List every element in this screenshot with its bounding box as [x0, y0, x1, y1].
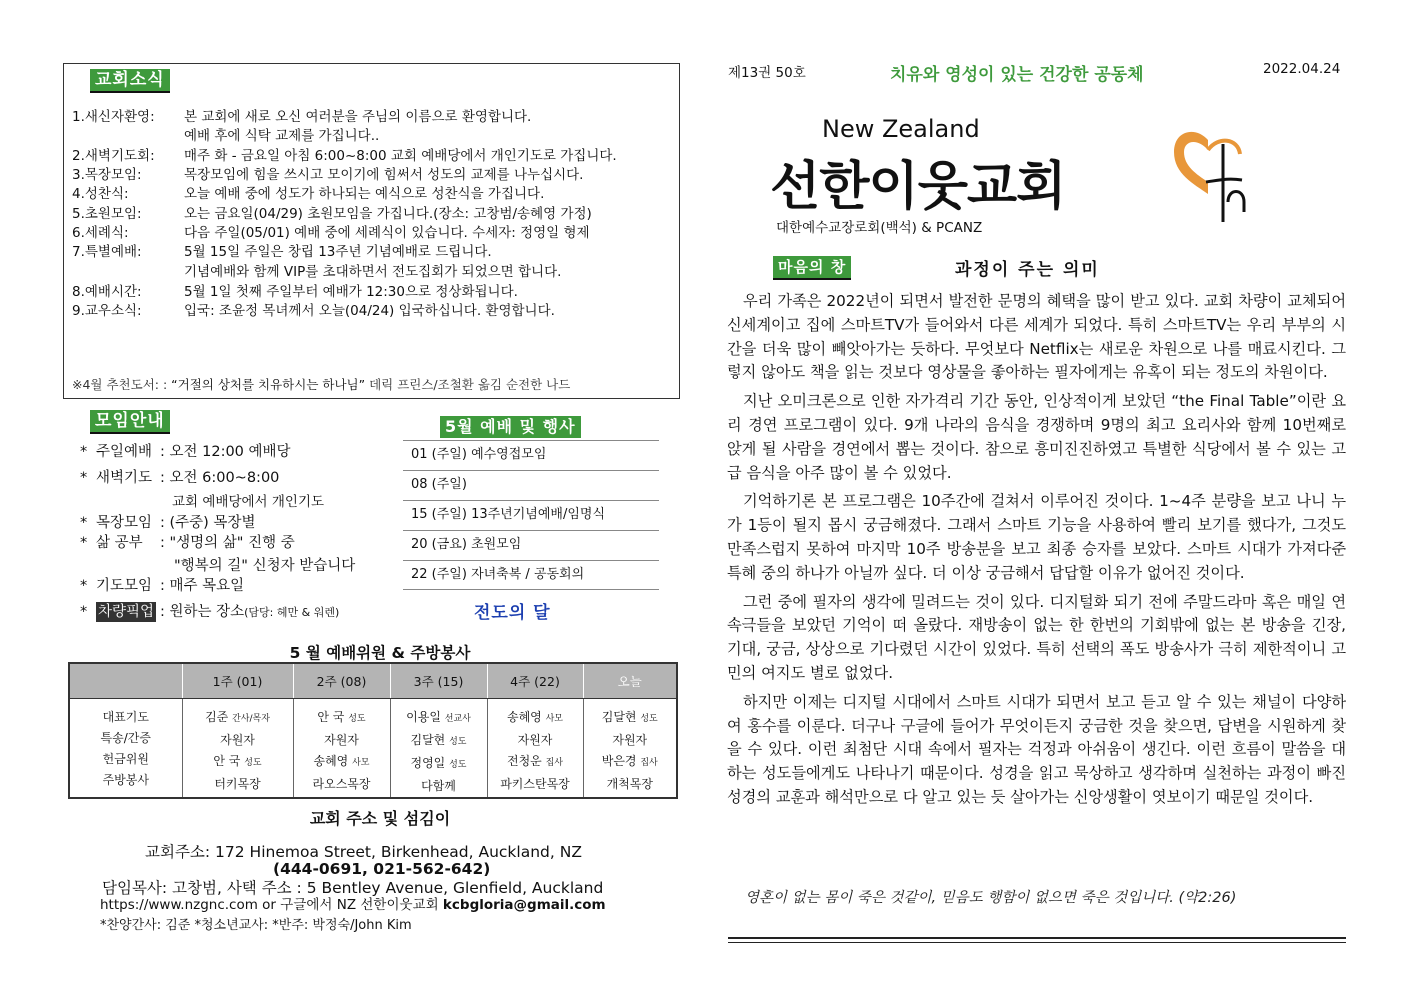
news-item-text: 5월 1일 첫째 주일부터 예배가 12:30으로 정상화됩니다. [184, 284, 518, 300]
roster-body-row [69, 698, 677, 798]
roster-entry-name: 김달현 [410, 732, 446, 747]
roster-entry-name: 자원자 [517, 732, 553, 747]
roster-entry-name: 파키스탄목장 [500, 776, 570, 791]
church-logo-icon [1168, 122, 1248, 227]
news-item-text: 예배 후에 식탁 교제를 가집니다.. [184, 128, 380, 144]
roster-header-cell: 4주 (22) [487, 663, 583, 698]
meeting-label: 삶 공부 [96, 535, 143, 551]
roster-week-cell [487, 698, 583, 798]
roster-header-cell: 3주 (15) [390, 663, 487, 698]
news-item-label: 2.새벽기도회: [72, 148, 155, 164]
column-badge: 마음의 창 [773, 256, 851, 280]
roster-entry-title: 사모 [352, 757, 370, 768]
essay-paragraph: 우리 가족은 2022년이 되면서 발전한 문명의 혜택을 많이 받고 있다. 교회 차량이 교체되어 신세계이고 집에 스마트TV가 들어와서 다른 세계가 되었다. 특히 스마트TV는 우리 부부의 시간을 더욱 많이 빼앗아가는 듯하다. 무엇보다 Netflix는 새로운 차원으로 나를 매료시킨다. 그렇지 않아도 책을 읽는 것보다 영상물을 좋아하는 필자에게는 유혹이 되는 정도의 차원이다. [727, 292, 1346, 382]
role-label: 주방봉사 [102, 772, 149, 787]
denomination: 대한예수교장로회(백석) & PCANZ [776, 220, 983, 236]
roster-entry-name: 자원자 [324, 732, 359, 747]
roster-entry-name: 안 국 [213, 753, 241, 768]
essay-paragraph: 하지만 이제는 디지털 시대에서 스마트 시대가 되면서 보고 듣고 알 수 있는 채널이 다양하여 홍수를 이룬다. 더구나 구글에 들어가 무엇이든지 궁금한 것을 찾으면, 답변을 시원하게 찾을 수 있다. 이런 최첨단 시대 속에서 필자는 걱정과 아쉬움이 생긴다. 이런 흐름이 말씀을 대하는 성도들에게도 나타나기 때문이다. 성경을 읽고 묵상하고 생각하며 실천하는 과정이 빠진 성경의 교훈과 해석만으로 다 알고 있는 듯 살아가는 신앙생활이 엿보이기 때문일 것이다. [727, 692, 1346, 806]
roster-entry [391, 776, 487, 797]
roster-entry-name: 전청운 [507, 753, 542, 768]
roster-entry [488, 730, 583, 751]
car-pickup-badge: 차량픽업 [98, 604, 155, 620]
roster-entry [294, 751, 390, 774]
news-item-text: 본 교회에 새로 오신 여러분을 주님의 이름으로 환영합니다. [184, 109, 532, 125]
bullet-star: * [80, 515, 88, 531]
roster-entry [488, 751, 583, 774]
roster-entry [391, 730, 487, 753]
bullet-star: * [80, 535, 88, 551]
role-label: 특송/간증 [100, 730, 151, 745]
address-title: 교회 주소 및 섬김이 [309, 809, 451, 828]
roster-header-today: 오늘 [583, 663, 677, 698]
new-zealand-label: New Zealand [822, 115, 980, 143]
bottom-divider [728, 937, 1346, 943]
roster-entry-title: 집사 [640, 757, 658, 768]
roster-roles-cell [69, 698, 182, 798]
roster-entry [294, 707, 390, 730]
roster-entry-title: 성도 [244, 757, 262, 768]
role-label: 대표기도 [102, 709, 149, 724]
roster-title: 5 월 예배위원 & 주방봉사 [289, 644, 471, 662]
roster-entry-name: 송혜영 [507, 709, 542, 724]
news-item-text: 오늘 예배 중에 성도가 하나되는 예식으로 성찬식을 가집니다. [184, 186, 545, 202]
roster-header-cell: 2주 (08) [293, 663, 390, 698]
meeting-label: 목장모임 [96, 515, 153, 531]
essay-paragraph: 기억하기론 본 프로그램은 10주간에 걸쳐서 이루어진 것이다. 1~4주 분량을 보고 나니 누가 1등이 될지 몹시 궁금해졌다. 그래서 스마트 기능을 사용하여 빨리 보기를 했다가, 그것도 만족스럽지 못하여 마지막 10주 방송분을 보고 최종 승자를 보았다. 스마트 시대가 가져다준 특혜 중의 하나가 아닐까 싶다. 더 이상 궁금해서 답답할 이유가 없어진 것이다. [727, 492, 1346, 582]
logo-heart-shape [1174, 132, 1208, 194]
roster-entry-name: 정영일 [410, 755, 446, 770]
roster-entry-name: 개척목장 [606, 776, 653, 791]
meeting-text: : 오전 12:00 예배당 [160, 444, 291, 460]
church-phone: (444-0691, 021-562-642) [273, 860, 491, 878]
roster-entry-name: 안 국 [317, 709, 345, 724]
news-item-text: 매주 화 - 금요일 아침 6:00~8:00 교회 예배당에서 개인기도로 가집니다. [184, 148, 617, 164]
essay-paragraph: 그런 중에 필자의 생각에 밀려드는 것이 있다. 디지털화 되기 전에 주말드라마 혹은 매일 연속극들을 보았던 기억이 떠 올랐다. 재방송이 없는 한 한번의 기회밖에 없는 본 방송을 긴장, 기대, 궁금, 상상으로 기다렸던 시간이 있었다. 특히 선택의 폭도 방송사가 극히 제한적이니 고민의 여지도 별로 없었다. [727, 592, 1346, 682]
roster-entry-title: 성도 [640, 713, 658, 724]
roster-entry-name: 김달현 [601, 709, 637, 724]
bible-verse: 영혼이 없는 몸이 죽은 것같이, 믿음도 행함이 없으면 죽은 것입니다. (약2:26) [745, 890, 1237, 906]
recommended-book-author: 데릭 프린스/조철환 옮김 순전한 나드 [369, 377, 571, 392]
evangelism-month-label: 전도의 달 [474, 603, 551, 623]
roster-entry-name: 터키목장 [214, 776, 261, 791]
meeting-label: 주일예배 [96, 444, 153, 460]
event-item: 01 (주일) 예수영접모임 [403, 440, 659, 470]
event-item: 15 (주일) 13주년기념예배/임명식 [403, 500, 659, 530]
may-events-title: 5월 예배 및 행사 [440, 416, 581, 438]
roster-entry [183, 774, 293, 795]
meeting-text-wrap [160, 602, 339, 623]
roster-entry-name: 송혜영 [313, 753, 349, 768]
roster-entry-name: 자원자 [612, 732, 648, 747]
news-item-label: 7.특별예배: [72, 244, 142, 260]
news-item-text: 다음 주일(05/01) 예배 중에 세례식이 있습니다. 수세자: 정영일 형제 [184, 225, 590, 241]
meeting-label: 기도모임 [96, 578, 153, 594]
role-label: 헌금위원 [102, 751, 149, 766]
meeting-text: : 원하는 장소 [160, 604, 245, 620]
roster-entry [488, 707, 583, 730]
meeting-text: : 오전 6:00~8:00 [160, 470, 280, 486]
church-name: 선한이웃교회 [770, 157, 1066, 217]
news-item-text: 오는 금요일(04/29) 초원모임을 가집니다.(장소: 고창범/송혜영 가정) [184, 206, 592, 222]
news-item-text: 5월 15일 주일은 창립 13주년 기념예배로 드립니다. [184, 244, 492, 260]
roster-entry [488, 774, 583, 795]
website-line [100, 893, 606, 913]
slogan: 치유와 영성이 있는 건강한 공동체 [890, 65, 1144, 85]
meetings-title: 모임안내 [90, 410, 170, 434]
recommended-book-prefix: ※4월 추천도서: : [72, 377, 168, 392]
roster-entry-name: 라오스목장 [312, 776, 371, 791]
car-pickup-note: (담당: 헤만 & 워렌) [244, 606, 340, 619]
news-item-text: 입국: 조윤정 목녀께서 오늘(04/24) 입국하십니다. 환영합니다. [184, 303, 555, 319]
roster-table [68, 662, 678, 799]
roster-entry-name: 다함께 [421, 778, 456, 793]
bullet-star: * [80, 470, 88, 486]
roster-entry [584, 707, 677, 730]
roster-entry-name: 자원자 [220, 732, 255, 747]
event-item: 20 (금요) 초원모임 [403, 530, 659, 560]
news-item-label: 1.새신자환영: [72, 109, 155, 125]
roster-entry [294, 774, 390, 795]
roster-entry [584, 751, 677, 774]
roster-header-row [69, 663, 677, 698]
meeting-text: : 매주 목요일 [160, 578, 245, 594]
event-item: 22 (주일) 자녀축복 / 공동회의 [403, 560, 659, 590]
church-address: 교회주소: 172 Hinemoa Street, Birkenhead, Auckland, NZ [145, 843, 582, 861]
news-item-label: 4.성찬식: [72, 186, 129, 202]
roster-entry-title: 사모 [545, 713, 563, 724]
news-item-label: 8.예배시간: [72, 284, 142, 300]
staff-list: *찬양간사: 김준 *청소년교사: *반주: 박정숙/John Kim [100, 918, 412, 933]
roster-week-cell [390, 698, 487, 798]
roster-entry [183, 751, 293, 774]
roster-entry-title: 집사 [545, 757, 563, 768]
church-news-box [63, 63, 680, 399]
roster-entry-title: 성도 [449, 736, 467, 747]
pastor-address: 담임목사: 고창범, 사택 주소 : 5 Bentley Avenue, Glenfield, Auckland [102, 879, 604, 897]
meeting-study-sub: "행복의 길" 신청자 받습니다 [174, 558, 356, 574]
website-link[interactable]: https://www.nzgnc.com or 구글에서 NZ 선한이웃교회 [100, 897, 439, 913]
bullet-star: * [80, 444, 88, 460]
roster-entry [183, 730, 293, 751]
logo-letter-n [1228, 192, 1244, 213]
meeting-text: : (주중) 목장별 [160, 515, 256, 531]
roster-header-cell [69, 663, 182, 698]
event-item: 08 (주일) [403, 470, 659, 500]
column-title: 과정이 주는 의미 [955, 260, 1100, 280]
news-item-label: 5.초원모임: [72, 206, 142, 222]
issue-number: 제13권 50호 [728, 65, 806, 81]
essay-paragraph: 지난 오미크론으로 인한 자가격리 기간 동안, 인상적이게 보았던 “the Final Table”이란 요리 경연 프로그램이 있다. 9개 나라의 음식을 경쟁하며 9명의 최고 요리사와 함께 10번째로 앉게 될 사람을 경연에서 뽑는 것이다. 참으로 흥미진진하였고 특별한 식당에서 볼 수 있는 고급 음식을 아주 많이 볼 수 있었다. [727, 392, 1346, 482]
recommended-book [72, 375, 570, 393]
roster-entry-title: 성도 [449, 759, 467, 770]
roster-entry-name: 김준 [205, 709, 229, 724]
may-events-list [403, 440, 659, 590]
roster-entry-name: 이용일 [406, 709, 441, 724]
meeting-text: : "생명의 삶" 진행 중 [160, 535, 295, 551]
roster-week-cell [182, 698, 293, 798]
essay-body [727, 290, 1346, 815]
roster-entry [294, 730, 390, 751]
recommended-book-title: “거절의 상처를 치유하시는 하나님” [171, 377, 366, 392]
roster-entry [183, 707, 293, 730]
roster-week-cell [293, 698, 390, 798]
news-item-label: 6.세례식: [72, 225, 129, 241]
email-link[interactable]: kcbgloria@gmail.com [442, 897, 606, 913]
roster-header-cell: 1주 (01) [182, 663, 293, 698]
issue-date: 2022.04.24 [1263, 61, 1341, 77]
news-item-text: 기념예배와 함께 VIP를 초대하면서 전도집회가 되었으면 합니다. [184, 264, 562, 280]
meeting-label: 새벽기도 [96, 470, 153, 486]
roster-entry-title: 성도 [348, 713, 366, 724]
news-item-label: 9.교우소식: [72, 303, 142, 319]
news-item-text: 목장모임에 힘을 쓰시고 모이기에 힘써서 성도의 교제를 나누십시다. [184, 167, 584, 183]
church-news-title: 교회소식 [90, 69, 170, 93]
roster-today-cell [583, 698, 677, 798]
bullet-star: * [80, 578, 88, 594]
roster-entry [391, 707, 487, 730]
meeting-dawn-sub: 교회 예배당에서 개인기도 [172, 494, 325, 510]
news-item-label: 3.목장모임: [72, 167, 142, 183]
roster-entry [584, 774, 677, 795]
roster-entry-title: 간사/목자 [232, 713, 270, 724]
roster-entry [391, 753, 487, 776]
roster-entry [584, 730, 677, 751]
roster-entry-title: 선교사 [444, 713, 471, 724]
roster-entry-name: 박은경 [601, 753, 637, 768]
bullet-star: * [80, 604, 88, 620]
